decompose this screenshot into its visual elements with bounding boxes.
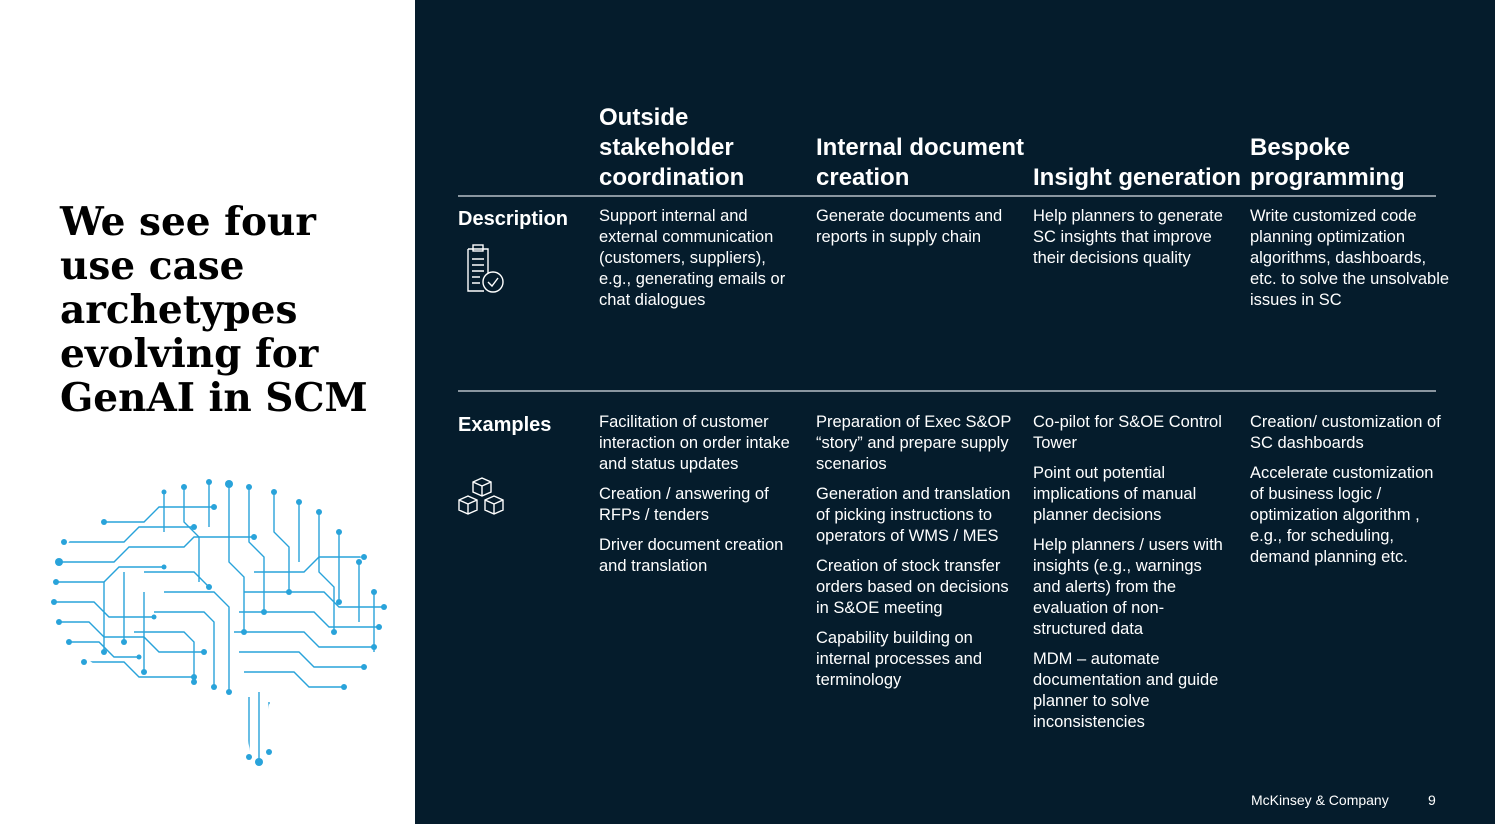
page-title: We see four use case archetypes evolving for GenAI in SCM bbox=[60, 199, 368, 421]
example-item: Facilitation of customer interaction on order intake and status updates bbox=[599, 413, 790, 473]
example-item: Creation/ customization of SC dashboards bbox=[1250, 413, 1441, 452]
description-cell-1: Support internal and external communication (customers, suppliers), e.g., generating emails or chat dialogues bbox=[599, 207, 786, 309]
page-number: 9 bbox=[1428, 792, 1436, 808]
example-item: Help planners / users with insights (e.g., warnings and alerts) from the evaluation of non-structured data bbox=[1033, 536, 1223, 638]
stacked-boxes-icon bbox=[457, 476, 511, 520]
examples-cell-1 bbox=[599, 412, 799, 586]
description-cell-3: Help planners to generate SC insights that improve their decisions quality bbox=[1033, 207, 1223, 267]
column-heading-outside-stakeholder: Outside stakeholder coordination bbox=[599, 104, 745, 191]
header-divider bbox=[458, 195, 1436, 197]
title-panel bbox=[0, 0, 415, 824]
example-item: Capability building on internal processes and terminology bbox=[816, 629, 983, 689]
description-cell-4: Write customized code planning optimization algorithms, dashboards, etc. to solve the unsolvable issues in SC bbox=[1250, 207, 1450, 309]
footer-company: McKinsey & Company bbox=[1251, 792, 1389, 808]
example-item: Co-pilot for S&OE Control Tower bbox=[1033, 413, 1222, 452]
row-divider bbox=[458, 390, 1436, 392]
circuit-brain-illustration bbox=[44, 472, 389, 772]
example-item: Driver document creation and translation bbox=[599, 536, 784, 575]
row-label-description: Description bbox=[458, 208, 569, 230]
examples-cell-2 bbox=[816, 412, 1016, 700]
example-item: Generation and translation of picking instructions to operators of WMS / MES bbox=[816, 485, 1011, 545]
examples-cell-3 bbox=[1033, 412, 1233, 742]
row-label-examples: Examples bbox=[458, 414, 552, 436]
example-item: Point out potential implications of manual planner decisions bbox=[1033, 464, 1197, 524]
example-item: Accelerate customization of business logic / optimization algorithm , e.g., for scheduling, demand planning etc. bbox=[1250, 464, 1434, 566]
column-heading-internal-document: Internal document creation bbox=[816, 134, 1025, 191]
column-heading-bespoke-programming: Bespoke programming bbox=[1250, 134, 1405, 191]
column-heading-insight-generation: Insight generation bbox=[1033, 164, 1242, 191]
example-item: Creation / answering of RFPs / tenders bbox=[599, 485, 769, 524]
example-item: Creation of stock transfer orders based on decisions in S&OE meeting bbox=[816, 557, 1009, 617]
example-item: MDM – automate documentation and guide planner to solve inconsistencies bbox=[1033, 650, 1219, 731]
examples-cell-4 bbox=[1250, 412, 1450, 577]
example-item: Preparation of Exec S&OP “story” and prepare supply scenarios bbox=[816, 413, 1012, 473]
description-cell-2: Generate documents and reports in supply chain bbox=[816, 207, 1003, 246]
clipboard-check-icon bbox=[460, 243, 508, 295]
